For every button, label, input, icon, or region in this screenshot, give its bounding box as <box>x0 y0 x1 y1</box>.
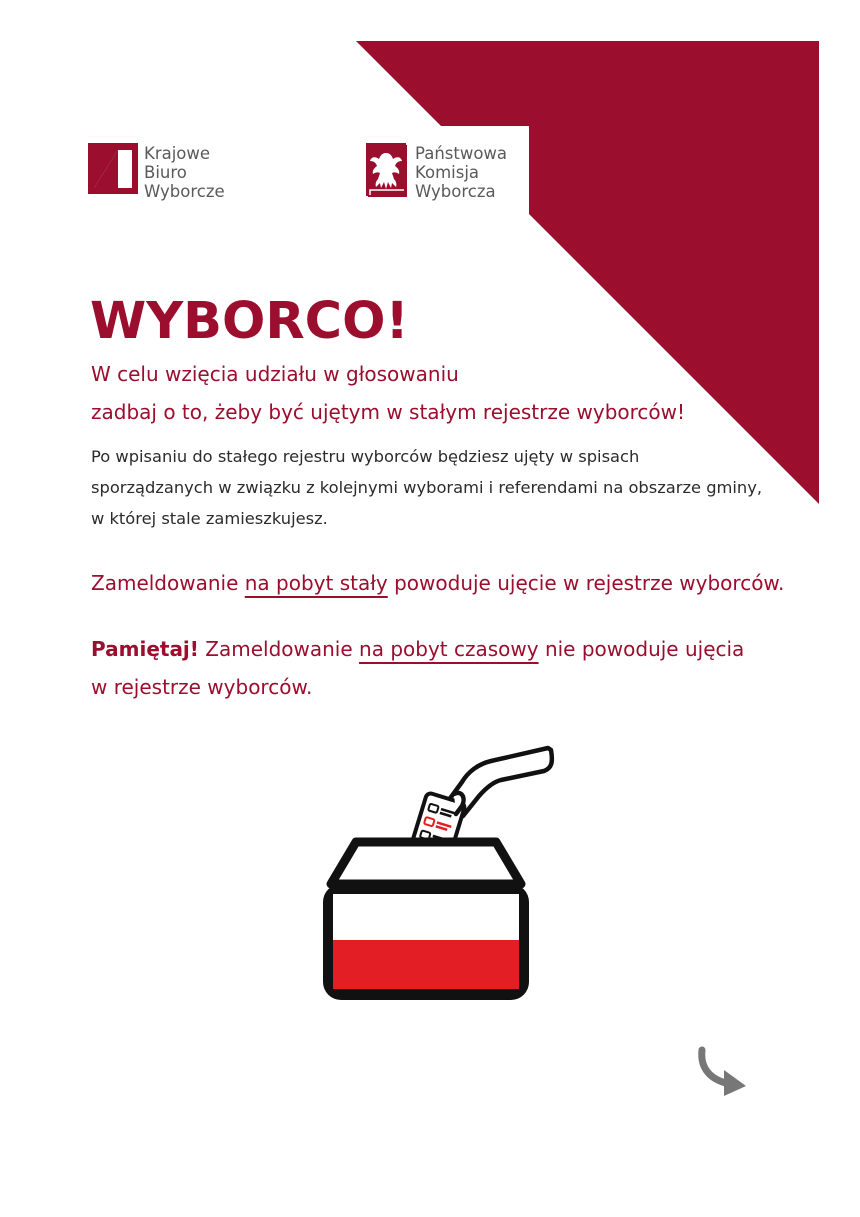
permanent-after: powoduje ujęcie w rejestrze wyborców. <box>387 571 785 595</box>
permanent-before: Zameldowanie <box>91 571 245 595</box>
temporary-residence-statement <box>91 636 744 662</box>
temporary-before: Zameldowanie <box>198 637 360 661</box>
pkw-logo-text <box>415 144 507 201</box>
kbw-logo-icon <box>88 143 138 194</box>
body-line-2: sporządzanych w związku z kolejnymi wyborami i referendami na obszarze gminy, <box>91 478 763 497</box>
remember-label: Pamiętaj! <box>91 637 199 661</box>
permanent-residence-term: na pobyt stały <box>244 571 388 595</box>
temporary-after: nie powoduje ujęcia <box>538 637 745 661</box>
permanent-residence-statement <box>91 570 784 596</box>
kbw-logo-line-2: Biuro <box>144 163 187 182</box>
subheadline-line-1: W celu wzięcia udziału w głosowaniu <box>91 362 459 386</box>
next-page-arrow-icon[interactable] <box>694 1046 750 1098</box>
temporary-residence-statement-line-2: w rejestrze wyborców. <box>91 675 313 699</box>
temporary-residence-term: na pobyt czasowy <box>359 637 539 661</box>
body-line-3: w której stale zamieszkujesz. <box>91 509 328 528</box>
body-line-1: Po wpisaniu do stałego rejestru wyborców będziesz ujęty w spisach <box>91 447 640 466</box>
kbw-logo-text <box>144 144 225 201</box>
subheadline-line-2: zadbaj o to, żeby być ujętym w stałym rejestrze wyborców! <box>91 400 686 424</box>
ballot-box-icon <box>316 744 556 1010</box>
pkw-logo-line-2: Komisja <box>415 163 480 182</box>
kbw-logo-line-3: Wyborcze <box>144 182 225 201</box>
kbw-logo-line-1: Krajowe <box>144 144 211 163</box>
page-headline: WYBORCO! <box>90 292 409 351</box>
pkw-logo-line-1: Państwowa <box>415 144 508 163</box>
pkw-logo-line-3: Wyborcza <box>415 182 496 201</box>
body-paragraph <box>91 441 791 534</box>
pkw-eagle-logo-icon <box>366 143 408 198</box>
